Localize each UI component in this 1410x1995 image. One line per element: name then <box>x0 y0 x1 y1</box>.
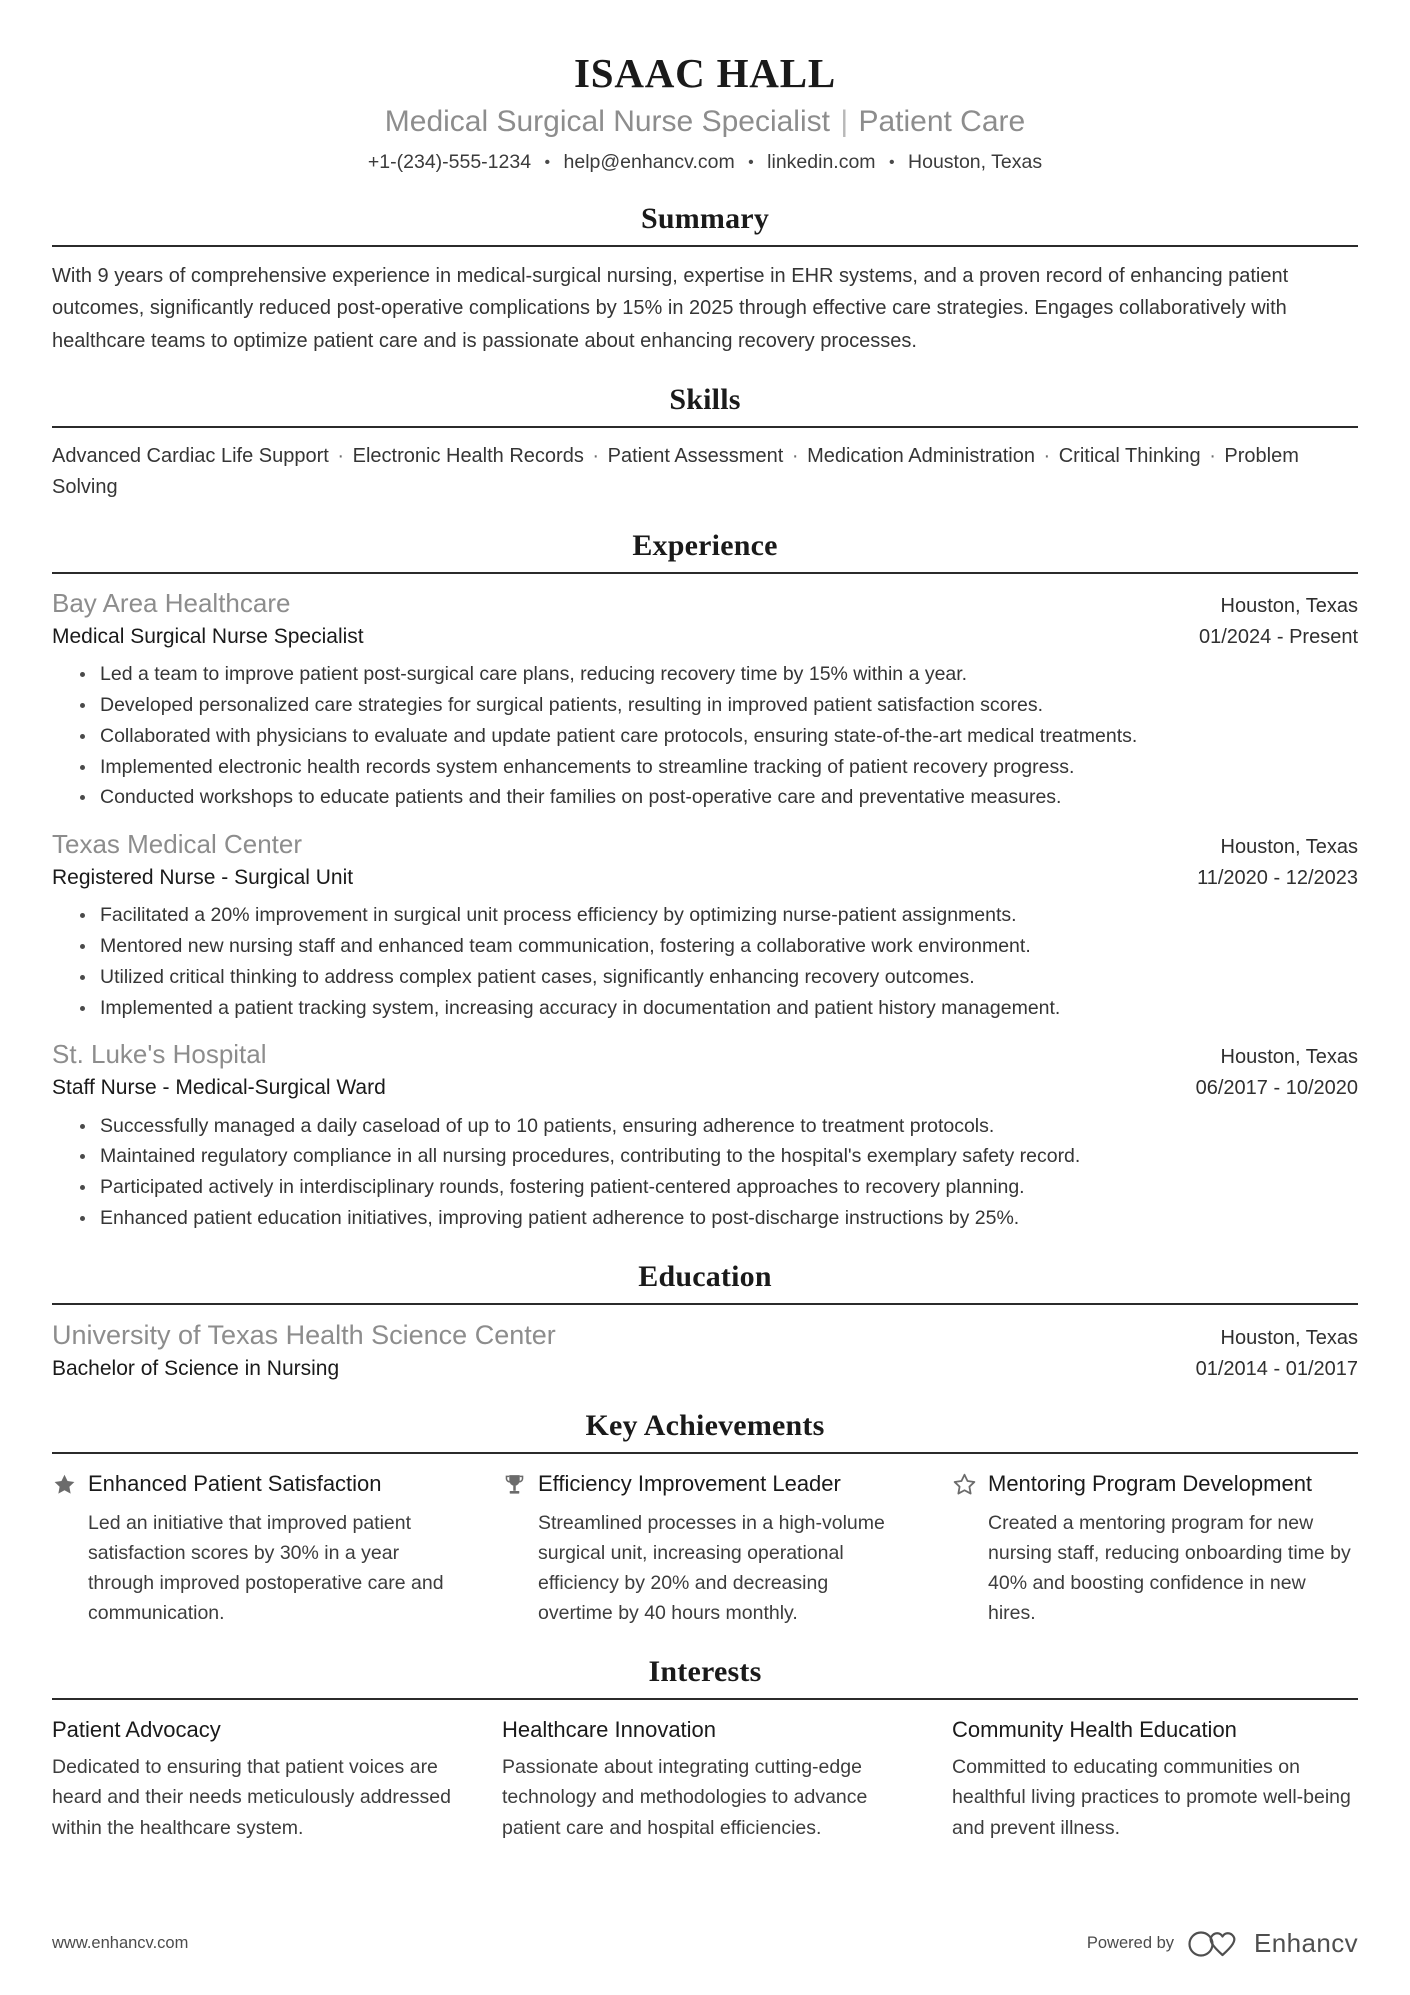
experience-entry <box>52 587 1358 813</box>
candidate-name: ISAAC HALL <box>573 50 837 96</box>
section-rule <box>52 426 1358 428</box>
section-interests <box>52 1655 1358 1843</box>
section-skills <box>52 383 1358 503</box>
contact-separator: • <box>888 153 895 171</box>
entry-subheader-row <box>52 623 1358 651</box>
experience-entry <box>52 828 1358 1023</box>
interest-title: Patient Advocacy <box>52 1716 221 1742</box>
entry-header-row <box>52 1318 1358 1353</box>
achievement-item <box>502 1470 908 1628</box>
employment-dates: 06/2017 - 10/2020 <box>1195 1077 1358 1100</box>
section-experience <box>52 529 1358 1234</box>
interest-description: Passionate about integrating cutting-edge technology and methodologies to advance patient care and hospital efficiencies. <box>502 1756 868 1839</box>
school-location: Houston, Texas <box>1220 1326 1358 1349</box>
section-title-education: Education <box>638 1259 772 1293</box>
entry-subheader-row <box>52 1355 1358 1383</box>
study-dates: 01/2014 - 01/2017 <box>1195 1357 1358 1380</box>
skill-separator: · <box>586 444 605 467</box>
skill-separator: · <box>786 444 805 467</box>
employment-dates: 11/2020 - 12/2023 <box>1197 866 1358 889</box>
section-title-achievements: Key Achievements <box>585 1409 825 1443</box>
responsibility-item: Facilitated a 20% improvement in surgical unit process efficiency by optimizing nurse-patient assignments. <box>78 900 1358 931</box>
interest-item <box>952 1716 1358 1843</box>
responsibility-item: Mentored new nursing staff and enhanced team communication, fostering a collaborative work environment. <box>78 931 1358 962</box>
achievements-grid <box>52 1470 1358 1628</box>
education-entries <box>52 1318 1358 1383</box>
responsibility-item: Implemented electronic health records system enhancements to streamline tracking of patient recovery progress. <box>78 752 1358 783</box>
experience-entries <box>52 587 1358 1234</box>
achievement-header <box>952 1470 1358 1499</box>
star-filled-icon <box>52 1472 77 1497</box>
skill-separator: · <box>1037 444 1056 467</box>
responsibility-item: Collaborated with physicians to evaluate and update patient care protocols, ensuring state-of-the-art medical treatments. <box>78 721 1358 752</box>
achievement-title: Enhanced Patient Satisfaction <box>88 1471 382 1497</box>
footer-url[interactable]: www.enhancv.com <box>52 1934 189 1952</box>
achievement-header <box>52 1470 458 1499</box>
responsibility-list <box>52 900 1358 1023</box>
employer-name: Bay Area Healthcare <box>52 587 291 618</box>
entry-header-row <box>52 828 1358 862</box>
skill-item: Advanced Cardiac Life Support <box>52 444 329 467</box>
section-rule <box>52 1303 1358 1305</box>
section-summary <box>52 202 1358 357</box>
interests-grid <box>52 1716 1358 1843</box>
school-name: University of Texas Health Science Center <box>52 1319 556 1350</box>
star-outline-icon <box>952 1472 977 1497</box>
contact-location: Houston, Texas <box>908 150 1043 173</box>
resume-footer <box>52 1928 1358 1959</box>
skill-item: Patient Assessment <box>607 444 784 467</box>
degree-name: Bachelor of Science in Nursing <box>52 1356 340 1380</box>
interest-description: Committed to educating communities on healthful living practices to promote well-being and prevent illness. <box>952 1756 1351 1839</box>
contact-line <box>52 149 1358 176</box>
responsibility-item: Successfully managed a daily caseload of up to 10 patients, ensuring adherence to treatment protocols. <box>78 1111 1358 1142</box>
interest-title: Community Health Education <box>952 1716 1237 1742</box>
achievement-title: Efficiency Improvement Leader <box>538 1471 841 1497</box>
skill-item: Critical Thinking <box>1058 444 1201 467</box>
responsibility-list <box>52 1111 1358 1234</box>
enhancv-wordmark: Enhancv <box>1254 1928 1358 1958</box>
achievement-item <box>952 1470 1358 1628</box>
resume-header <box>52 40 1358 176</box>
employer-location: Houston, Texas <box>1220 1046 1358 1069</box>
section-rule <box>52 1452 1358 1454</box>
entry-subheader-row <box>52 864 1358 892</box>
interest-item <box>52 1716 458 1843</box>
employer-location: Houston, Texas <box>1220 594 1358 617</box>
skill-separator: · <box>331 444 350 467</box>
achievement-description: Led an initiative that improved patient satisfaction scores by 30% in a year through improved postoperative care and communication. <box>88 1511 444 1625</box>
employer-name: St. Luke's Hospital <box>52 1039 267 1070</box>
contact-phone[interactable]: +1-(234)-555-1234 <box>367 150 532 173</box>
responsibility-item: Implemented a patient tracking system, increasing accuracy in documentation and patient history management. <box>78 993 1358 1024</box>
responsibility-item: Developed personalized care strategies for surgical patients, resulting in improved patient satisfaction scores. <box>78 690 1358 721</box>
responsibility-item: Enhanced patient education initiatives, improving patient adherence to post-discharge instructions by 25%. <box>78 1203 1358 1234</box>
responsibility-list <box>52 659 1358 813</box>
powered-by-label: Powered by <box>1086 1934 1175 1952</box>
enhancv-logo-icon <box>1187 1929 1241 1959</box>
skills-list <box>52 441 1358 503</box>
role-secondary: Patient Care <box>858 105 1026 139</box>
role-divider: | <box>840 105 849 139</box>
achievement-title: Mentoring Program Development <box>988 1471 1313 1497</box>
skill-separator: · <box>1203 444 1222 467</box>
contact-linkedin[interactable]: linkedin.com <box>767 150 876 173</box>
responsibility-item: Conducted workshops to educate patients and their families on post-operative care and preventative measures. <box>78 782 1358 813</box>
section-rule <box>52 572 1358 574</box>
job-title: Staff Nurse - Medical-Surgical Ward <box>52 1076 386 1100</box>
achievement-description: Streamlined processes in a high-volume surgical unit, increasing operational efficiency by 20% and decreasing overtime by 40 hours monthly. <box>538 1511 885 1625</box>
achievement-item <box>52 1470 458 1628</box>
responsibility-item: Participated actively in interdisciplinary rounds, fostering patient-centered approaches to recovery planning. <box>78 1172 1358 1203</box>
contact-separator: • <box>544 153 551 171</box>
employer-location: Houston, Texas <box>1220 836 1358 859</box>
section-title-experience: Experience <box>632 528 778 562</box>
section-title-skills: Skills <box>669 382 741 416</box>
achievement-description: Created a mentoring program for new nursing staff, reducing onboarding time by 40% and boosting confidence in new hires. <box>988 1511 1351 1625</box>
skill-item: Medication Administration <box>807 444 1035 467</box>
responsibility-item: Led a team to improve patient post-surgical care plans, reducing recovery time by 15% within a year. <box>78 659 1358 690</box>
role-primary: Medical Surgical Nurse Specialist <box>384 105 830 139</box>
entry-subheader-row <box>52 1074 1358 1102</box>
section-title-interests: Interests <box>648 1654 762 1688</box>
contact-separator: • <box>748 153 754 171</box>
employer-name: Texas Medical Center <box>52 829 302 860</box>
section-education <box>52 1260 1358 1383</box>
section-achievements <box>52 1409 1358 1628</box>
achievement-header <box>502 1470 908 1499</box>
employment-dates: 01/2024 - Present <box>1199 625 1358 648</box>
entry-header-row <box>52 1038 1358 1072</box>
interest-title: Healthcare Innovation <box>502 1716 717 1742</box>
experience-entry <box>52 1038 1358 1233</box>
responsibility-item: Maintained regulatory compliance in all nursing procedures, contributing to the hospital's exemplary safety record. <box>78 1141 1358 1172</box>
section-rule <box>52 245 1358 247</box>
interest-description: Dedicated to ensuring that patient voices are heard and their needs meticulously addressed within the healthcare system. <box>52 1756 451 1839</box>
skill-item: Electronic Health Records <box>352 444 584 467</box>
summary-text: With 9 years of comprehensive experience in medical-surgical nursing, expertise in EHR systems, and a proven record of enhancing patient outcomes, significantly reduced post-operative complications by 15% in 2025 through effective care strategies. Engages collaboratively with healthcare teams to optimize patient care and is passionate about enhancing recovery processes. <box>52 264 1289 352</box>
skill-item: Problem Solving <box>52 444 1299 498</box>
candidate-role <box>52 102 1358 143</box>
footer-brand <box>1087 1928 1358 1959</box>
job-title: Registered Nurse - Surgical Unit <box>52 865 354 889</box>
section-title-summary: Summary <box>640 201 770 235</box>
responsibility-item: Utilized critical thinking to address complex patient cases, significantly enhancing recovery outcomes. <box>78 962 1358 993</box>
education-entry <box>52 1318 1358 1383</box>
job-title: Medical Surgical Nurse Specialist <box>52 624 364 648</box>
trophy-icon <box>502 1472 527 1497</box>
entry-header-row <box>52 587 1358 621</box>
contact-email[interactable]: help@enhancv.com <box>563 150 735 173</box>
interest-item <box>502 1716 908 1843</box>
section-rule <box>52 1698 1358 1700</box>
